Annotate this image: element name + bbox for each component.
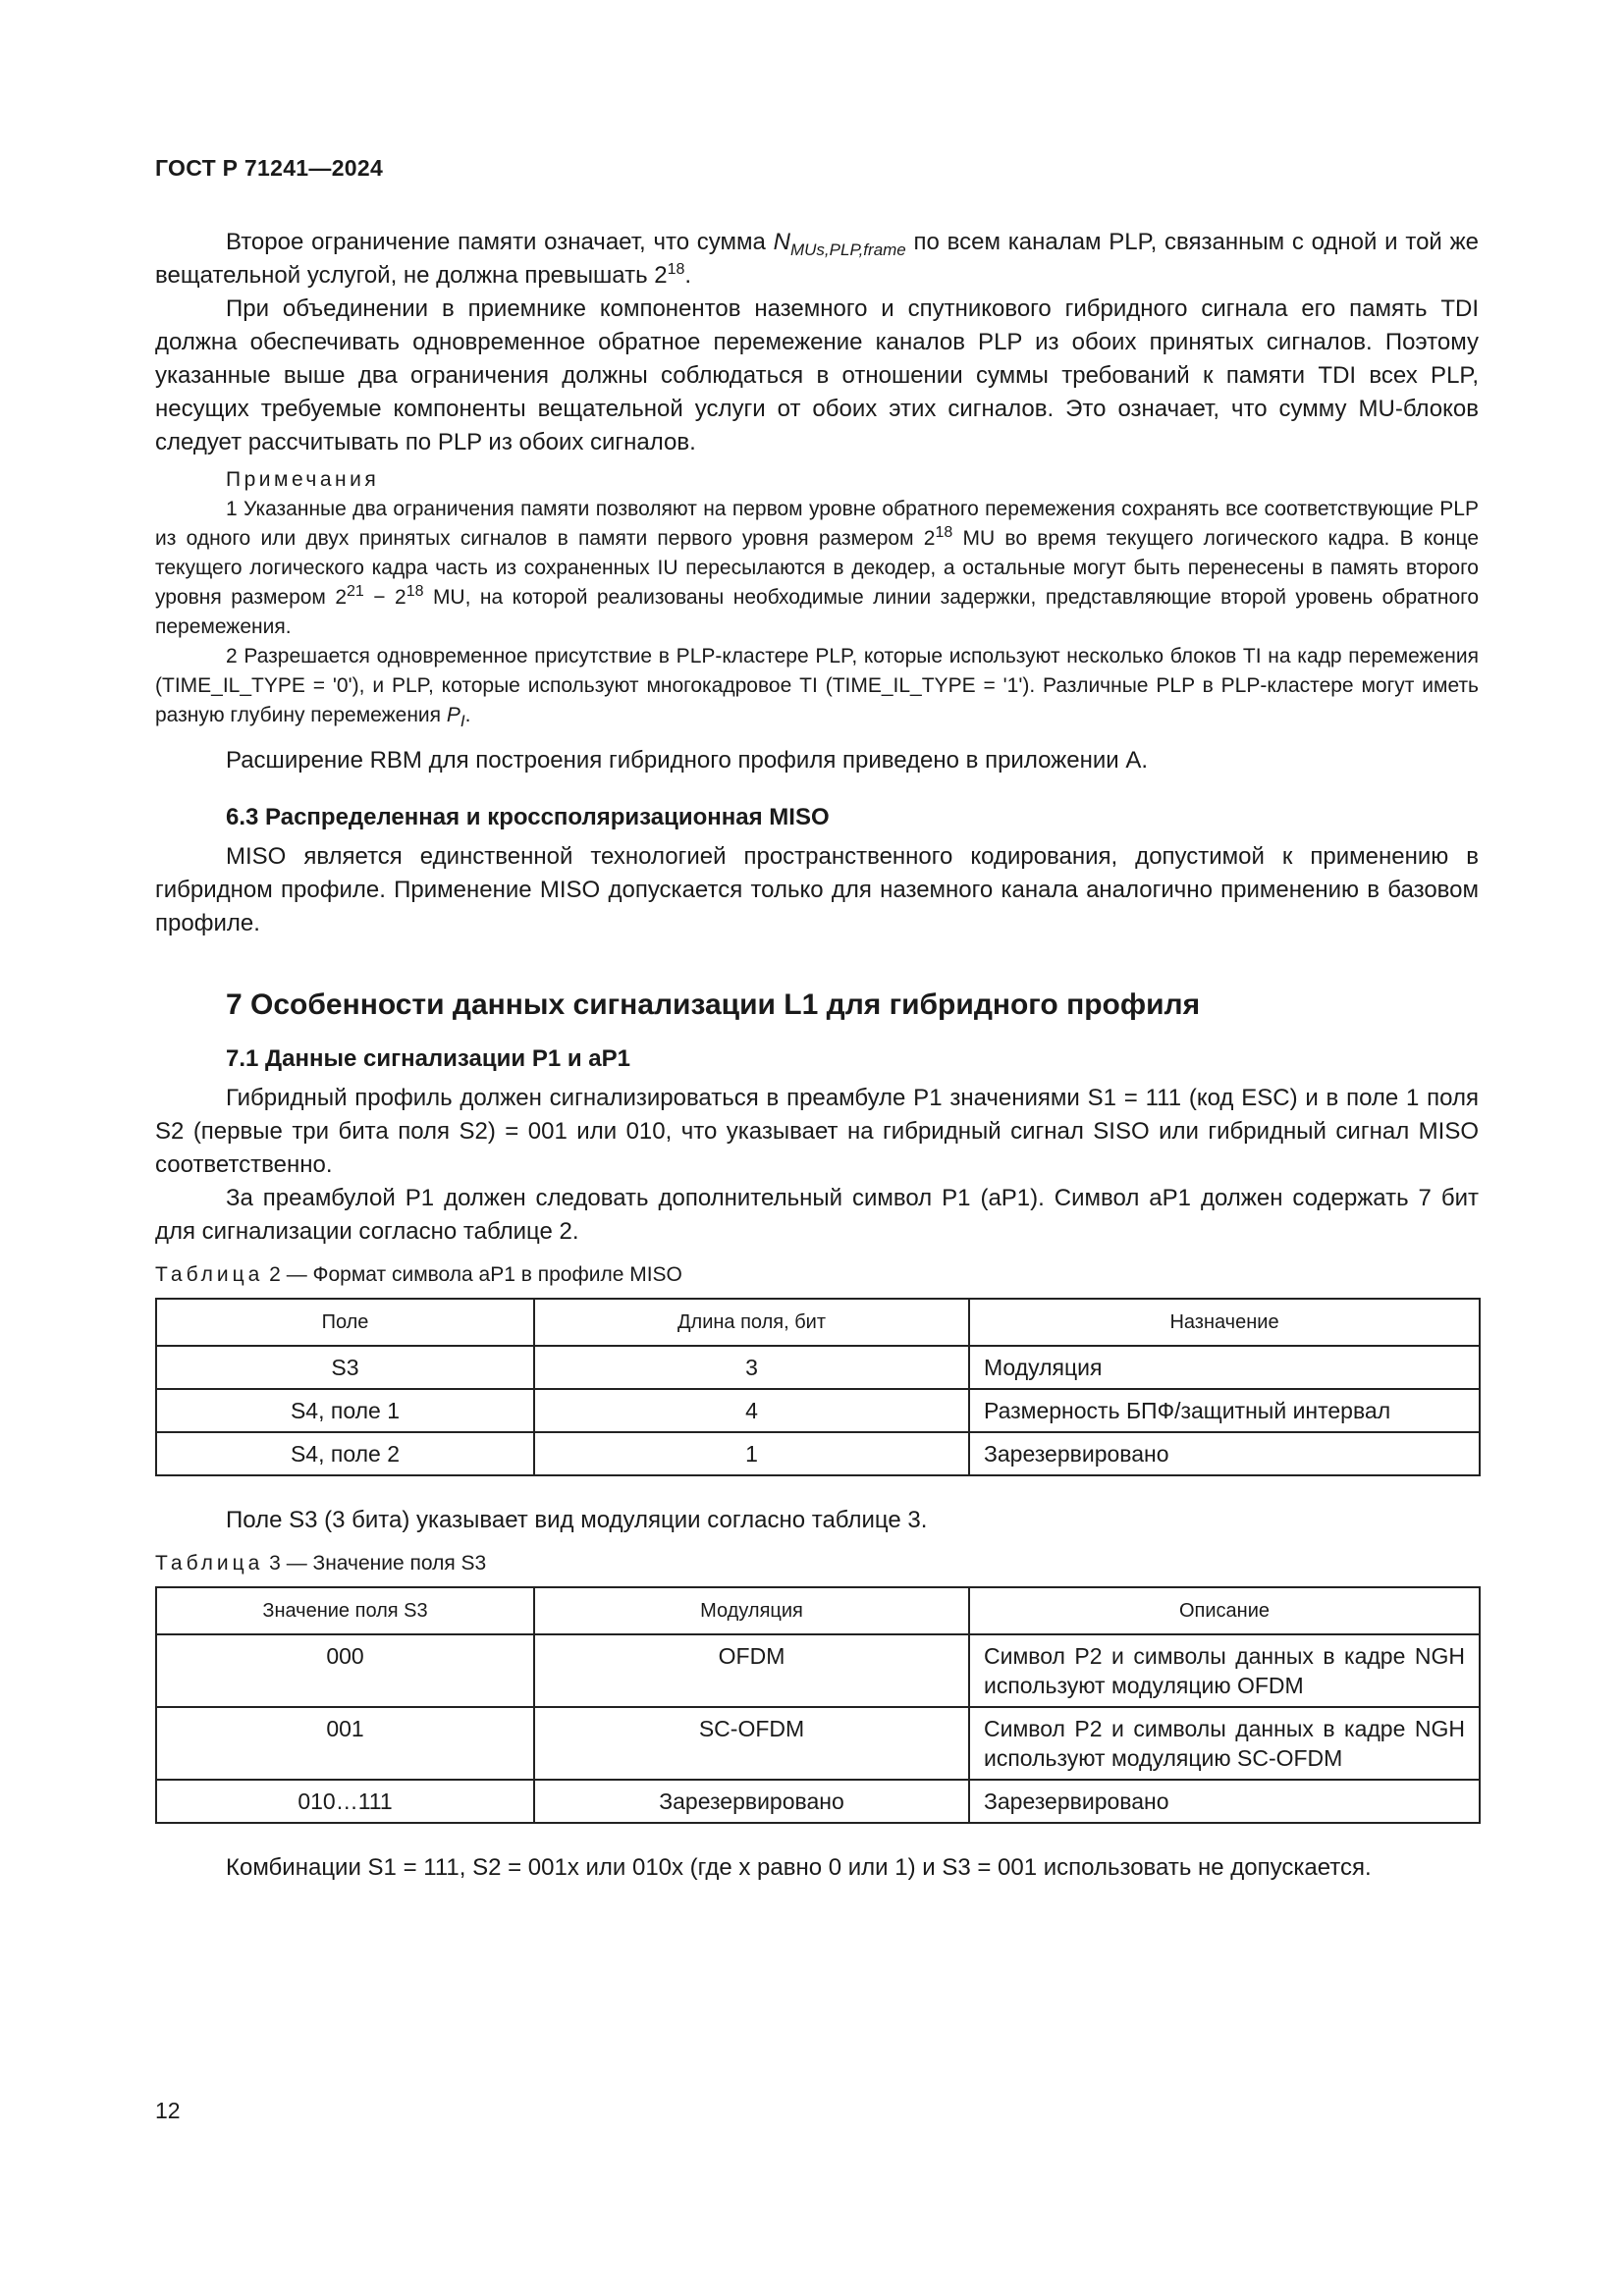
notes-label: Примечания <box>226 468 380 491</box>
table-cell: OFDM <box>534 1634 969 1707</box>
table-cell: Символ Р2 и символы данных в кадре NGH используют модуляцию OFDM <box>969 1634 1480 1707</box>
table-cell: S4, поле 2 <box>156 1432 534 1475</box>
table-header-row <box>156 1299 1480 1346</box>
paragraph-s3-field: Поле S3 (3 бита) указывает вид модуляции согласно таблице 3. <box>226 1507 928 1533</box>
table-row <box>156 1389 1480 1432</box>
table-cell: 4 <box>534 1389 969 1432</box>
table-header-cell: Поле <box>156 1299 534 1346</box>
table-3 <box>155 1586 1481 1824</box>
table-header-cell: Описание <box>969 1587 1480 1634</box>
table2-caption: Таблица 2 — Формат символа аР1 в профиле MISO <box>155 1263 682 1286</box>
table-cell: Размерность БПФ/защитный интервал <box>969 1389 1480 1432</box>
table-2 <box>155 1298 1481 1476</box>
table-header-cell: Назначение <box>969 1299 1480 1346</box>
paragraph-ap1: За преамбулой Р1 должен следовать дополнительный символ Р1 (аР1). Символ аР1 должен содержать 7 бит для сигнализации согласно таблице 2. <box>155 1185 1479 1245</box>
table-header-row <box>156 1587 1480 1634</box>
section-heading-6-3: 6.3 Распределенная и кроссполяризационная MISO <box>226 804 830 830</box>
table-row <box>156 1432 1480 1475</box>
table-row <box>156 1346 1480 1389</box>
paragraph-combinations: Комбинации S1 = 111, S2 = 001х или 010х (где х равно 0 или 1) и S3 = 001 использовать не допускается. <box>226 1854 1372 1881</box>
document-body <box>155 226 1479 1885</box>
table-header-cell: Модуляция <box>534 1587 969 1634</box>
table-cell: Зарезервировано <box>969 1780 1480 1823</box>
table-header-cell: Длина поля, бит <box>534 1299 969 1346</box>
table-cell: Модуляция <box>969 1346 1480 1389</box>
table-row <box>156 1780 1480 1823</box>
table-cell: 1 <box>534 1432 969 1475</box>
paragraph-miso: MISO является единственной технологией пространственного кодирования, допустимой к применению в гибридном профиле. Применение MISO допускается только для наземного канала аналогично применению в базовом профиле. <box>155 843 1479 936</box>
table-cell: 000 <box>156 1634 534 1707</box>
table-row <box>156 1634 1480 1707</box>
table-cell: SC-OFDM <box>534 1707 969 1780</box>
section-heading-7: 7 Особенности данных сигнализации L1 для гибридного профиля <box>226 988 1201 1021</box>
table-cell: Зарезервировано <box>969 1432 1480 1475</box>
table-cell: Символ Р2 и символы данных в кадре NGH используют модуляцию SC-OFDM <box>969 1707 1480 1780</box>
table-row <box>156 1707 1480 1780</box>
table3-caption: Таблица 3 — Значение поля S3 <box>155 1552 487 1575</box>
paragraph-hybrid-tdi: При объединении в приемнике компонентов наземного и спутникового гибридного сигнала его память TDI должна обеспечивать одновременное обратное перемежение каналов PLP из обоих принятых сигналов. Поэтому указанные выше два ограничения должны соблюдаться в отношении суммы требований к памяти TDI всех PLP, несущих требуемые компоненты вещательной услуги от обоих этих сигналов. Это означает, что сумму MU-блоков следует рассчитывать по PLP из обоих сигналов. <box>155 295 1479 455</box>
table-header-cell: Значение поля S3 <box>156 1587 534 1634</box>
document-header: ГОСТ Р 71241—2024 <box>155 155 384 181</box>
note-2: 2 Разрешается одновременное присутствие в PLP-кластере PLP, которые используют несколько блоков TI на кадр перемежения (TIME_IL_TYPE = '0'), и PLP, которые используют многокадровое TI (TIME_IL_TYPE = '1'). Различные PLP в PLP-кластере могут иметь разную глубину перемежения $P_I$. <box>155 645 1479 731</box>
page-number: 12 <box>155 2098 181 2123</box>
table-cell: Зарезервировано <box>534 1780 969 1823</box>
table-cell: 3 <box>534 1346 969 1389</box>
table-cell: S3 <box>156 1346 534 1389</box>
table-cell: 010…111 <box>156 1780 534 1823</box>
note-1: 1 Указанные два ограничения памяти позволяют на первом уровне обратного перемежения сохранять все соответствующие PLP из одного или двух принятых сигналов в памяти первого уровня размером $2^{18}$ MU во время текущего логического кадра. В конце текущего логического кадра часть из сохраненных IU пересылаются в декодер, а остальные могут быть перенесены в память второго уровня размером $2^{21} - 2^{18}$ MU, на которой реализованы необходимые линии задержки, представляющие второй уровень обратного перемежения. <box>155 498 1480 638</box>
paragraph-rbm: Расширение RBM для построения гибридного профиля приведено в приложении А. <box>226 747 1148 774</box>
section-heading-7-1: 7.1 Данные сигнализации Р1 и аР1 <box>226 1045 630 1072</box>
table-cell: S4, поле 1 <box>156 1389 534 1432</box>
paragraph-hybrid-profile: Гибридный профиль должен сигнализироваться в преамбуле Р1 значениями S1 = 111 (код ESC) и в поле 1 поля S2 (первые три бита поля S2) = 001 или 010, что указывает на гибридный сигнал SISO или гибридный сигнал MISO соответственно. <box>155 1085 1479 1178</box>
paragraph-memory-limit: Второе ограничение памяти означает, что сумма $N_{MUs,PLP,frame}$ по всем каналам PLP, связанным с одной и той же вещательной услугой, не должна превышать $2^{18}$. <box>155 229 1479 289</box>
table-cell: 001 <box>156 1707 534 1780</box>
